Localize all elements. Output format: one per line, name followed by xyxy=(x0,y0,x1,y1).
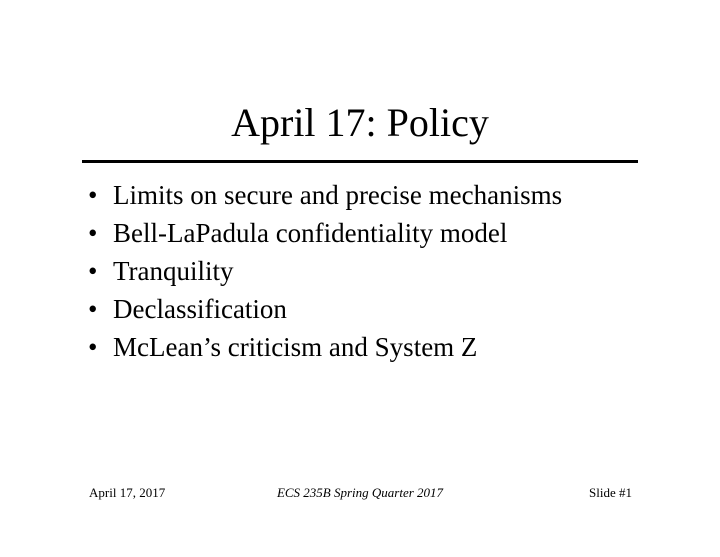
bullet-item xyxy=(88,328,562,366)
bullet-text: Limits on secure and precise mechanisms xyxy=(113,180,563,210)
bullet-item xyxy=(88,176,562,214)
bullet-text: Tranquility xyxy=(113,256,234,286)
slide-title: April 17: Policy xyxy=(231,100,489,145)
bullet-text: McLean’s criticism and System Z xyxy=(113,332,478,362)
bullet-item xyxy=(88,252,562,290)
bullet-item xyxy=(88,214,562,252)
bullet-text: Bell-LaPadula confidentiality model xyxy=(113,218,508,248)
bullet-text: Declassification xyxy=(113,294,287,324)
bullet-marker: • xyxy=(88,332,98,362)
footer-course: ECS 235B Spring Quarter 2017 xyxy=(276,485,444,500)
bullet-marker: • xyxy=(88,180,98,210)
footer-slide-number: Slide #1 xyxy=(589,485,632,500)
bullet-marker: • xyxy=(88,256,98,286)
footer-date: April 17, 2017 xyxy=(89,485,166,500)
bullet-item xyxy=(88,290,562,328)
bullet-marker: • xyxy=(88,218,98,248)
bullet-list xyxy=(88,176,562,366)
bullet-marker: • xyxy=(88,294,98,324)
title-divider xyxy=(82,160,638,163)
